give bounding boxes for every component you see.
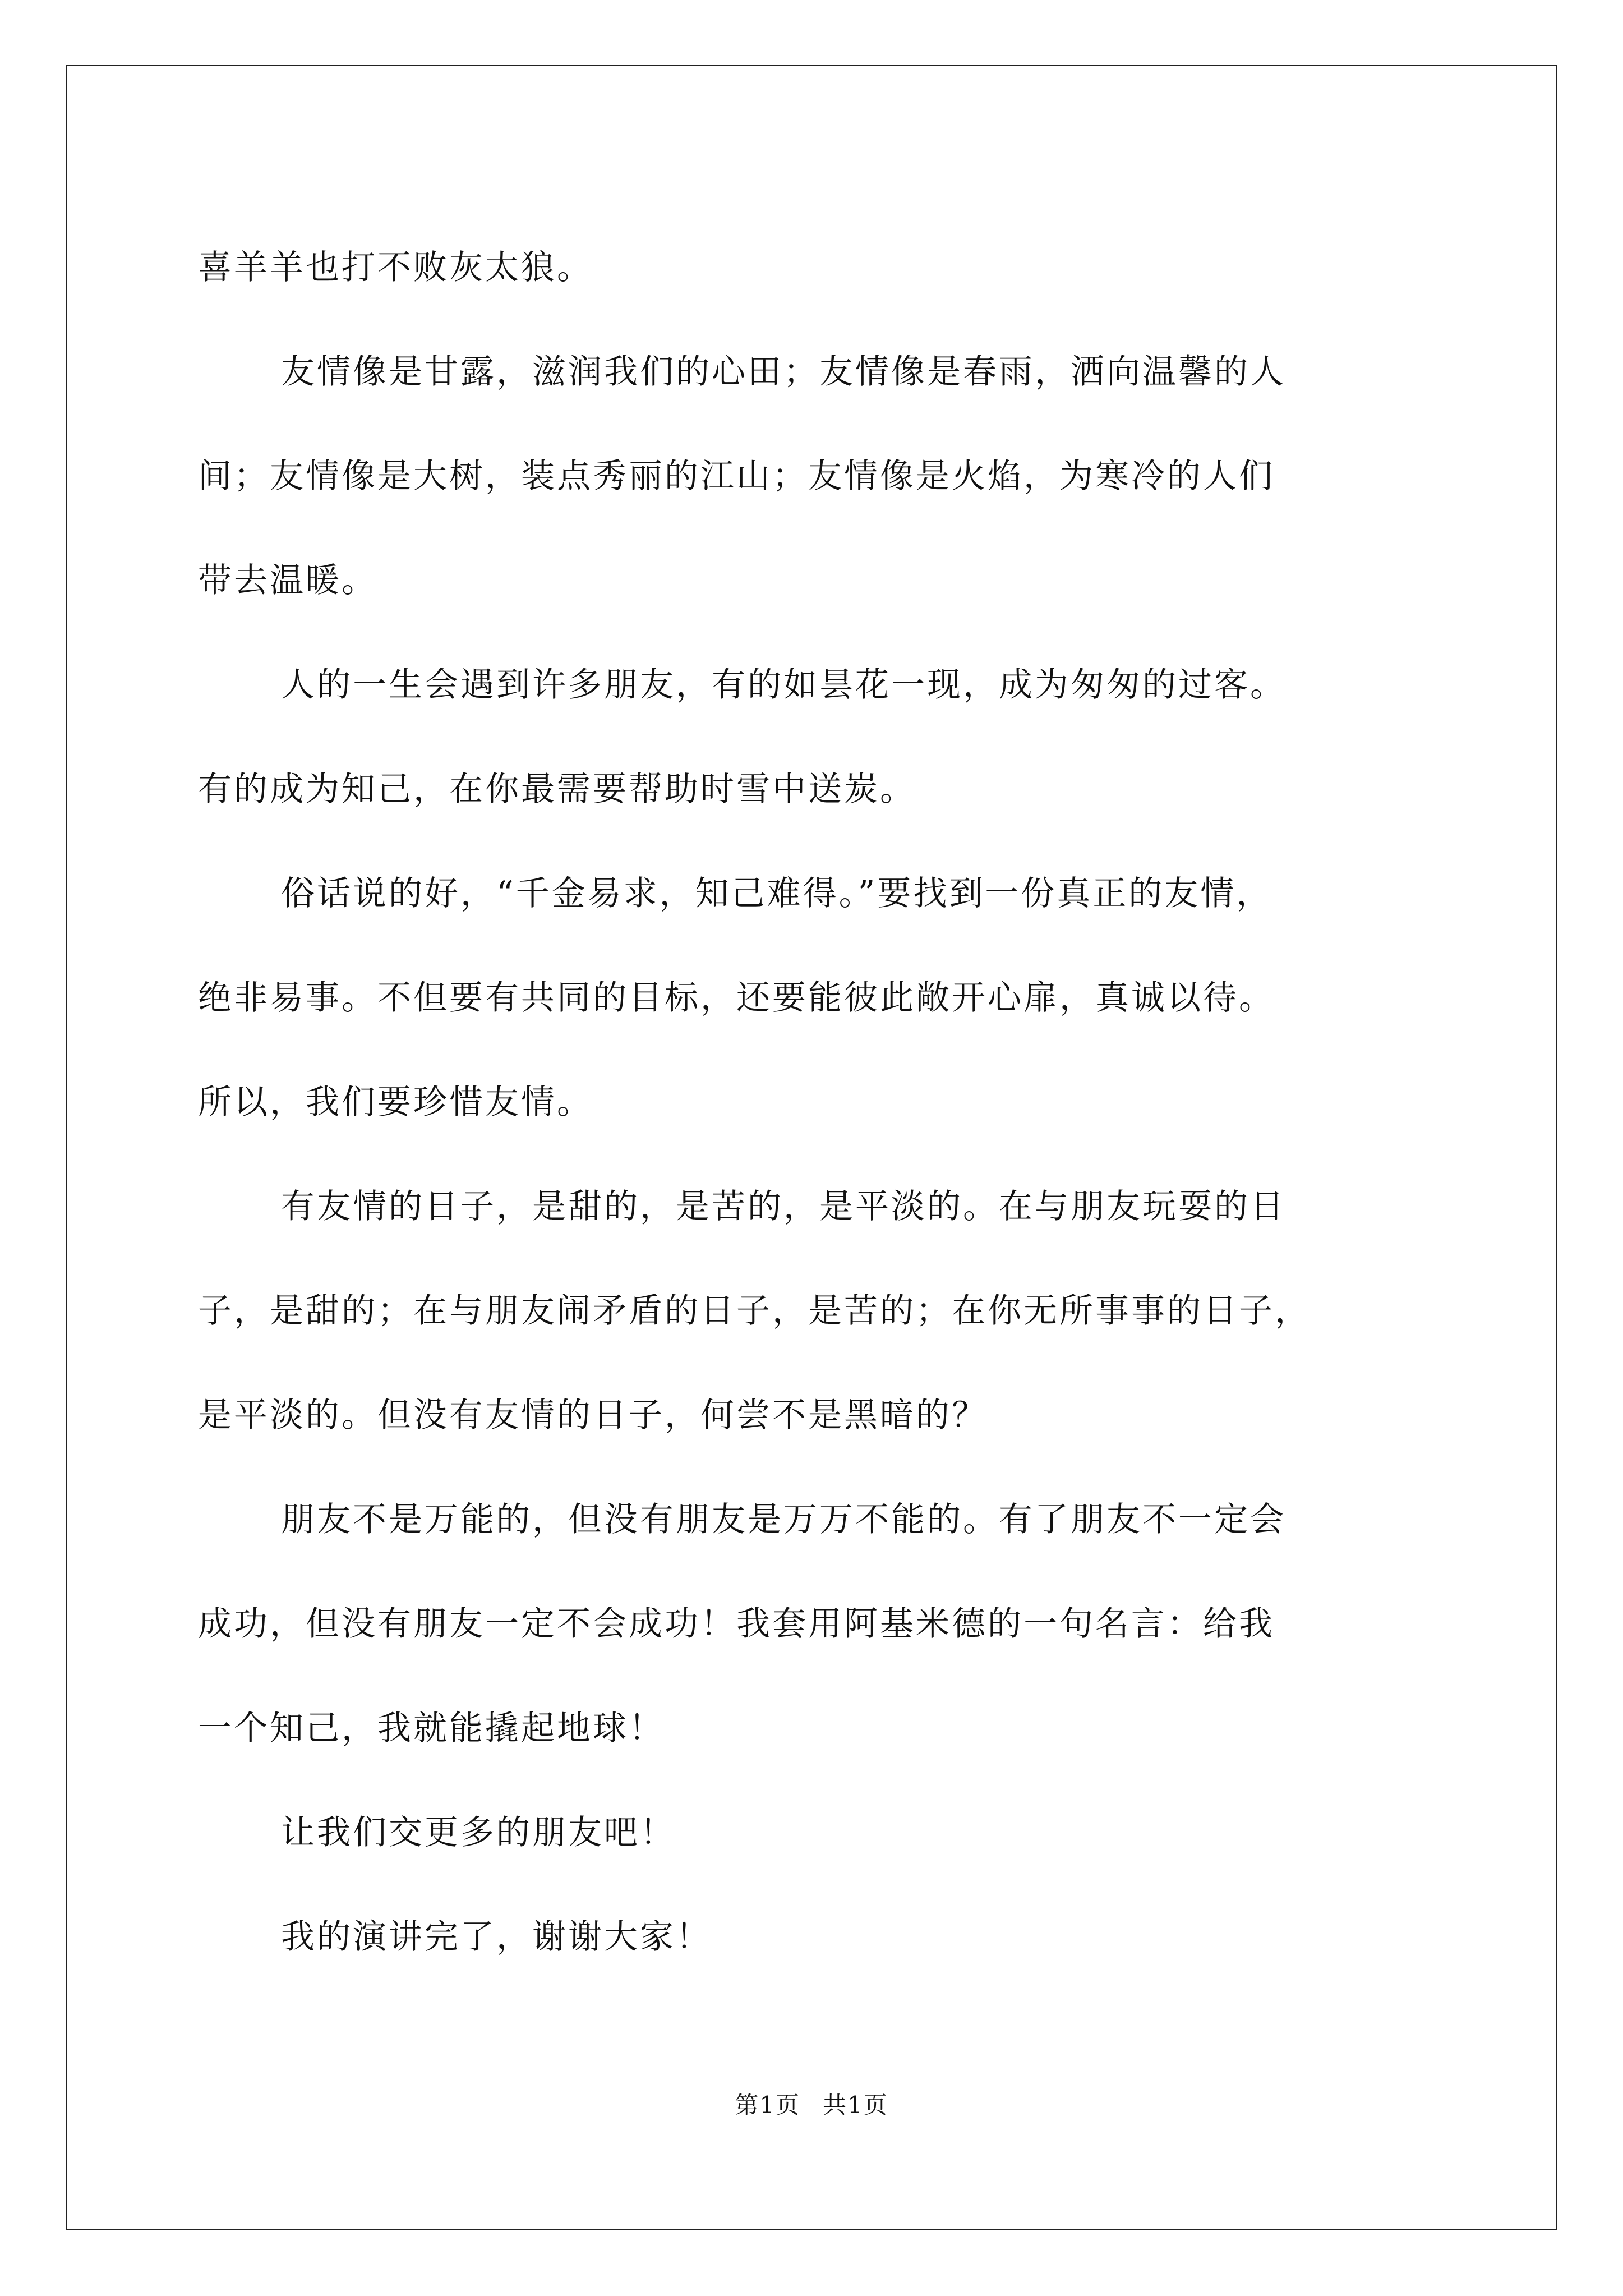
text-line-7: 俗话说的好，“千金易求，知己难得。”要找到一份真正的友情， [281,874,1272,913]
page-number-current: 第1页 [735,2091,800,2119]
text-line-1: 喜羊羊也打不败灰太狼。 [198,248,593,287]
page-number-total: 共1页 [823,2091,888,2119]
text-line-15: 一个知己，我就能撬起地球！ [198,1709,665,1748]
text-line-6: 有的成为知己，在你最需要帮助时雪中送炭。 [198,770,916,809]
text-line-5: 人的一生会遇到许多朋友，有的如昙花一现，成为匆匆的过客。 [281,665,1286,705]
text-line-8: 绝非易事。不但要有共同的目标，还要能彼此敞开心扉，真诚以待。 [198,978,1275,1018]
text-line-16: 让我们交更多的朋友吧！ [281,1813,676,1852]
page-footer [0,2087,1623,2120]
text-line-11: 子，是甜的；在与朋友闹矛盾的日子，是苦的；在你无所事事的日子， [198,1291,1311,1331]
text-line-17: 我的演讲完了，谢谢大家！ [281,1917,712,1957]
text-line-10: 有友情的日子，是甜的，是苦的，是平淡的。在与朋友玩耍的日 [281,1187,1286,1226]
text-line-3: 间；友情像是大树，装点秀丽的江山；友情像是火焰，为寒冷的人们 [198,457,1275,496]
text-line-12: 是平淡的。但没有友情的日子，何尝不是黑暗的？ [198,1396,988,1435]
document-body [198,215,1454,1989]
text-line-4: 带去温暖。 [198,561,377,600]
text-line-14: 成功，但没有朋友一定不会成功！我套用阿基米德的一句名言：给我 [198,1604,1275,1644]
text-line-2: 友情像是甘露，滋润我们的心田；友情像是春雨，洒向温馨的人 [281,352,1286,392]
text-line-13: 朋友不是万能的，但没有朋友是万万不能的。有了朋友不一定会 [281,1500,1286,1539]
text-line-9: 所以，我们要珍惜友情。 [198,1083,593,1122]
